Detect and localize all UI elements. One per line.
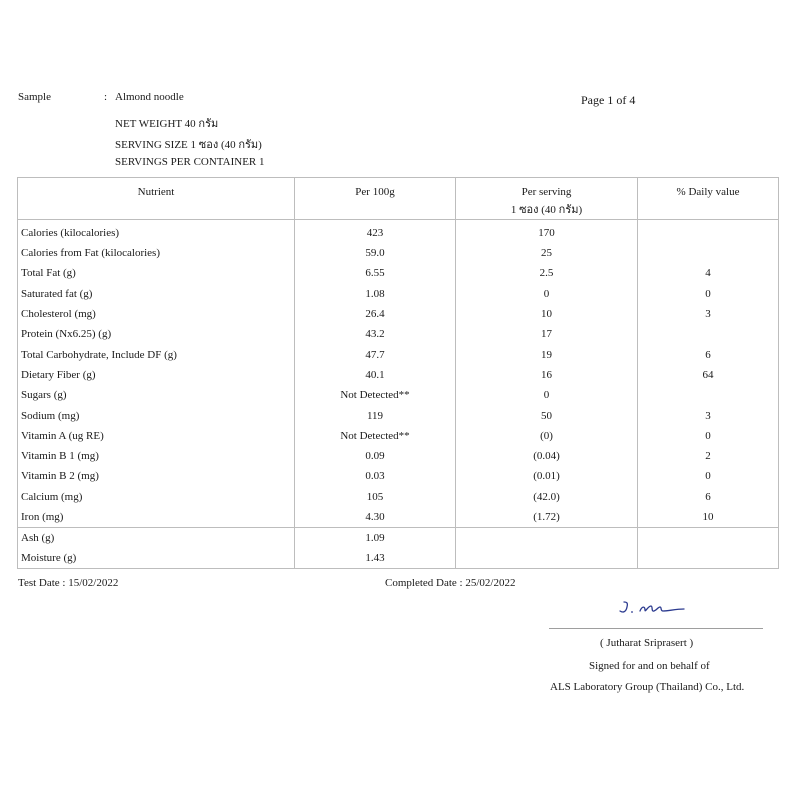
per-100g-cell: 59.0 <box>295 243 456 263</box>
column-header-per-serving <box>456 178 638 220</box>
column-header-per-100g: Per 100g <box>295 178 456 220</box>
per-100g-cell: 119 <box>295 405 456 425</box>
nutrient-cell: Saturated fat (g) <box>18 284 295 304</box>
nutrition-table <box>17 177 779 569</box>
nutrient-cell: Vitamin A (ug RE) <box>18 426 295 446</box>
completed-date: Completed Date : 25/02/2022 <box>385 577 516 589</box>
per-serving-cell: 19 <box>456 344 638 364</box>
nutrient-cell: Calcium (mg) <box>18 487 295 507</box>
table-row <box>18 220 779 244</box>
servings-per-container: SERVINGS PER CONTAINER 1 <box>115 156 265 168</box>
per-100g-cell: 1.08 <box>295 284 456 304</box>
signature-line <box>549 628 763 629</box>
per-serving-cell: (0.01) <box>456 466 638 486</box>
per-serving-cell: 50 <box>456 405 638 425</box>
daily-value-cell: 0 <box>638 426 779 446</box>
table-row <box>18 405 779 425</box>
table-row <box>18 527 779 548</box>
per-serving-cell: 16 <box>456 365 638 385</box>
signed-on-behalf: Signed for and on behalf of <box>589 660 710 672</box>
daily-value-cell: 2 <box>638 446 779 466</box>
nutrient-cell: Protein (Nx6.25) (g) <box>18 324 295 344</box>
nutrient-cell: Sodium (mg) <box>18 405 295 425</box>
table-row <box>18 365 779 385</box>
per-serving-cell: (0.04) <box>456 446 638 466</box>
per-100g-cell: 0.09 <box>295 446 456 466</box>
table-row <box>18 507 779 528</box>
per-100g-cell: Not Detected** <box>295 385 456 405</box>
per-100g-cell: 4.30 <box>295 507 456 528</box>
table-row <box>18 304 779 324</box>
per-100g-cell: 423 <box>295 220 456 244</box>
daily-value-cell: 0 <box>638 284 779 304</box>
net-weight: NET WEIGHT 40 กรัม <box>115 118 219 130</box>
column-header-per-serving-label: Per serving <box>521 186 572 198</box>
daily-value-cell <box>638 243 779 263</box>
daily-value-cell: 3 <box>638 405 779 425</box>
nutrient-cell: Vitamin B 1 (mg) <box>18 446 295 466</box>
table-row <box>18 446 779 466</box>
handwritten-signature <box>618 598 688 618</box>
nutrient-cell: Total Carbohydrate, Include DF (g) <box>18 344 295 364</box>
daily-value-cell: 64 <box>638 365 779 385</box>
table-row <box>18 324 779 344</box>
table-header-row <box>18 178 779 220</box>
column-header-daily-value: % Daily value <box>638 178 779 220</box>
table-row <box>18 548 779 569</box>
daily-value-cell <box>638 324 779 344</box>
nutrient-cell: Cholesterol (mg) <box>18 304 295 324</box>
per-100g-cell: 43.2 <box>295 324 456 344</box>
sample-value: Almond noodle <box>115 91 184 103</box>
company-name: ALS Laboratory Group (Thailand) Co., Ltd. <box>550 681 745 693</box>
daily-value-cell: 4 <box>638 263 779 283</box>
daily-value-cell <box>638 220 779 244</box>
nutrient-cell: Sugars (g) <box>18 385 295 405</box>
nutrient-cell: Ash (g) <box>18 527 295 548</box>
per-100g-cell: 40.1 <box>295 365 456 385</box>
per-100g-cell: 26.4 <box>295 304 456 324</box>
daily-value-cell: 3 <box>638 304 779 324</box>
table-row <box>18 263 779 283</box>
nutrient-cell: Total Fat (g) <box>18 263 295 283</box>
nutrient-cell: Calories (kilocalories) <box>18 220 295 244</box>
per-serving-cell <box>456 527 638 548</box>
daily-value-cell: 10 <box>638 507 779 528</box>
signer-name: ( Jutharat Sriprasert ) <box>600 637 694 649</box>
per-100g-cell: 1.43 <box>295 548 456 569</box>
test-date: Test Date : 15/02/2022 <box>18 577 119 589</box>
per-100g-cell: 0.03 <box>295 466 456 486</box>
per-100g-cell: 47.7 <box>295 344 456 364</box>
per-serving-cell: 10 <box>456 304 638 324</box>
daily-value-cell <box>638 548 779 569</box>
per-serving-cell: 25 <box>456 243 638 263</box>
daily-value-cell <box>638 527 779 548</box>
serving-size: SERVING SIZE 1 ซอง (40 กรัม) <box>115 139 262 151</box>
per-serving-cell: 17 <box>456 324 638 344</box>
page-number: Page 1 of 4 <box>581 93 636 107</box>
sample-colon: : <box>104 91 108 103</box>
per-serving-cell: 0 <box>456 284 638 304</box>
table-row <box>18 487 779 507</box>
per-100g-cell: Not Detected** <box>295 426 456 446</box>
per-serving-cell: 0 <box>456 385 638 405</box>
per-serving-cell: (0) <box>456 426 638 446</box>
per-serving-cell: (1.72) <box>456 507 638 528</box>
table-row <box>18 426 779 446</box>
table-row <box>18 243 779 263</box>
nutrient-cell: Moisture (g) <box>18 548 295 569</box>
nutrient-cell: Dietary Fiber (g) <box>18 365 295 385</box>
table-row <box>18 344 779 364</box>
column-header-nutrient: Nutrient <box>18 178 295 220</box>
daily-value-cell: 6 <box>638 487 779 507</box>
nutrient-cell: Calories from Fat (kilocalories) <box>18 243 295 263</box>
per-serving-cell: 2.5 <box>456 263 638 283</box>
sample-label: Sample <box>18 91 51 103</box>
per-serving-cell: (42.0) <box>456 487 638 507</box>
table-row <box>18 385 779 405</box>
per-serving-cell <box>456 548 638 569</box>
daily-value-cell <box>638 385 779 405</box>
per-100g-cell: 6.55 <box>295 263 456 283</box>
table-row <box>18 466 779 486</box>
daily-value-cell: 0 <box>638 466 779 486</box>
nutrient-cell: Iron (mg) <box>18 507 295 528</box>
nutrient-cell: Vitamin B 2 (mg) <box>18 466 295 486</box>
daily-value-cell: 6 <box>638 344 779 364</box>
table-row <box>18 284 779 304</box>
per-100g-cell: 105 <box>295 487 456 507</box>
per-100g-cell: 1.09 <box>295 527 456 548</box>
column-header-per-serving-unit: 1 ซอง (40 กรัม) <box>510 204 583 216</box>
per-serving-cell: 170 <box>456 220 638 244</box>
